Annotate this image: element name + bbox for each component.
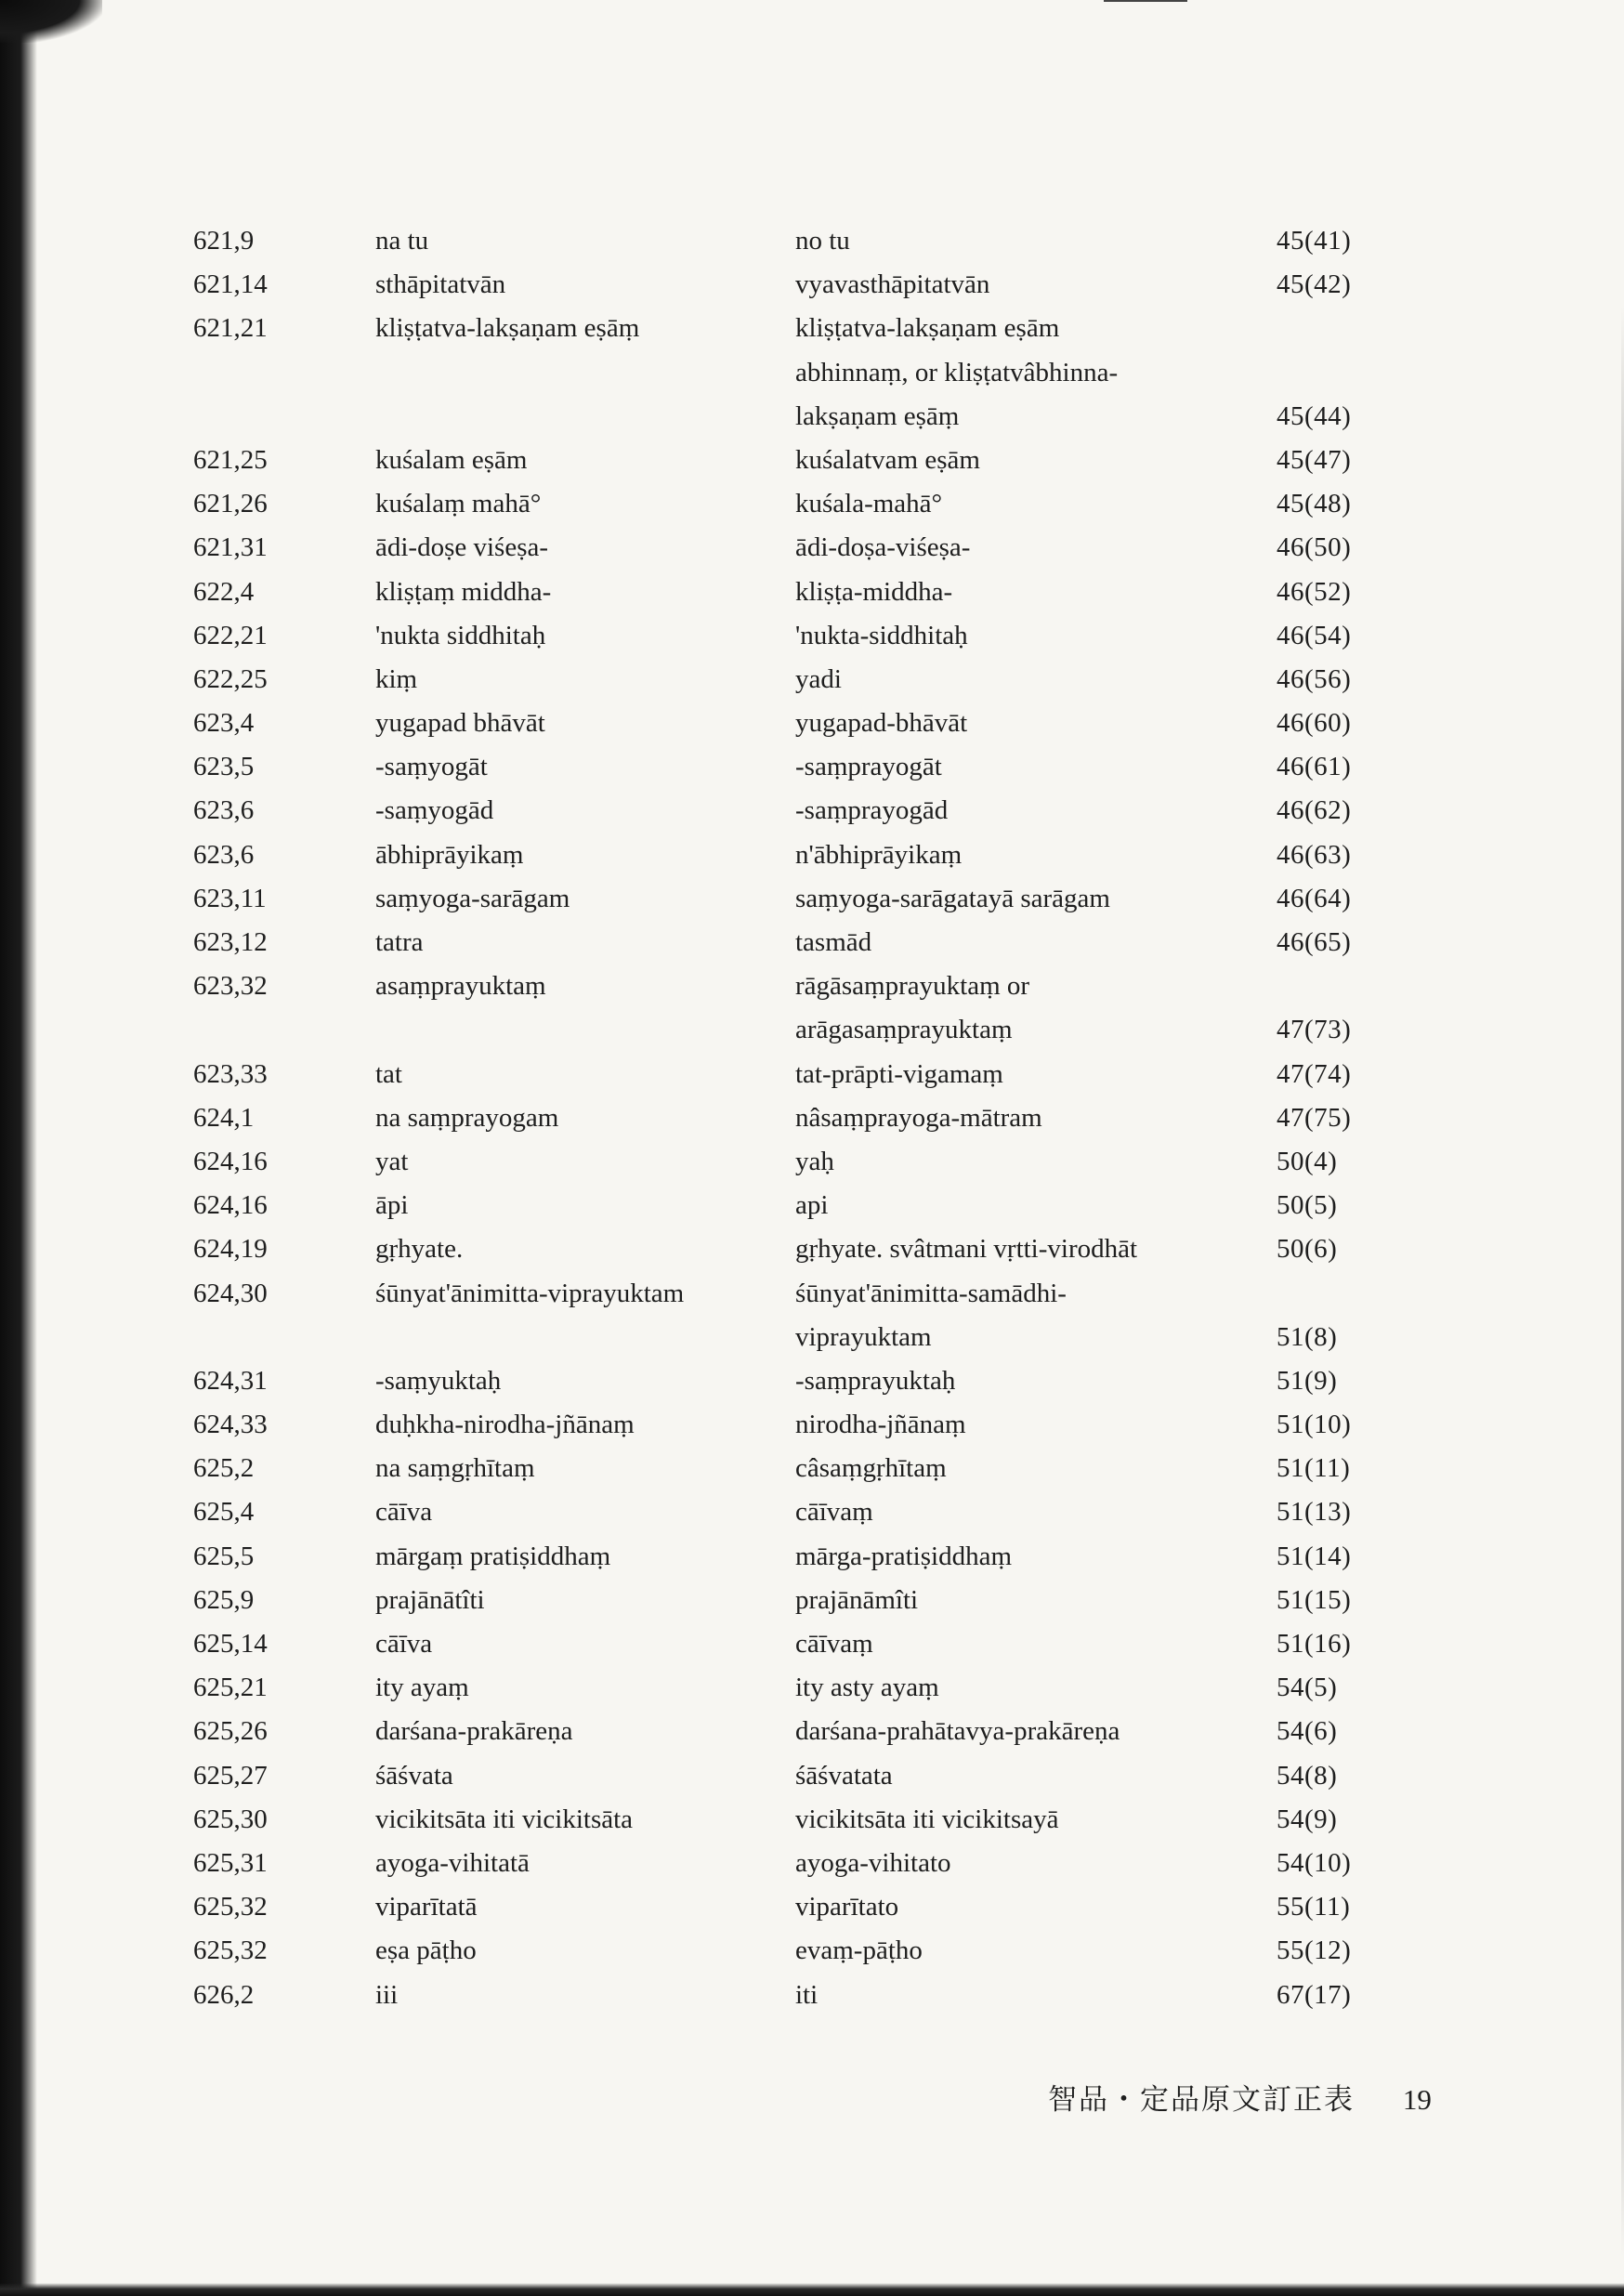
original-reading-cell: prajānātîti [375, 1584, 485, 1615]
page-footer [1048, 2076, 1432, 2118]
scan-corner-shadow [0, 0, 102, 43]
table-row [193, 482, 1429, 526]
location-cell: 623,32 [193, 971, 268, 1002]
table-row [193, 1490, 1429, 1534]
corrected-reading-cell: vyavasthāpitatvān [795, 269, 990, 300]
page-number: 19 [1402, 2083, 1432, 2116]
corrected-reading-cell: câsaṃgṛhītaṃ [795, 1453, 947, 1484]
corrected-reading-cell: ity asty ayaṃ [795, 1673, 939, 1703]
table-row [193, 1140, 1429, 1184]
original-reading-cell: -saṃyuktaḥ [375, 1365, 502, 1396]
reference-cell: 54(9) [1277, 1804, 1338, 1834]
location-cell: 625,14 [193, 1629, 268, 1659]
table-row [193, 1403, 1429, 1447]
reference-cell: 46(60) [1277, 708, 1352, 739]
reference-cell: 51(9) [1277, 1365, 1338, 1396]
table-row [193, 219, 1429, 263]
table-row [193, 964, 1429, 1008]
reference-cell: 46(52) [1277, 576, 1352, 607]
original-reading-cell: duḥkha-nirodha-jñānaṃ [375, 1410, 635, 1440]
original-reading-cell: saṃyoga-sarāgam [375, 883, 570, 913]
location-cell: 623,12 [193, 927, 268, 957]
original-reading-cell: āpi [375, 1190, 409, 1221]
table-row [193, 1359, 1429, 1403]
original-reading-cell: kliṣṭatva-lakṣaṇam eṣāṃ [375, 313, 640, 344]
location-cell: 622,21 [193, 620, 268, 650]
reference-cell: 55(12) [1277, 1935, 1352, 1966]
table-row [193, 1754, 1429, 1798]
table-row [193, 526, 1429, 570]
reference-cell: 51(8) [1277, 1321, 1338, 1352]
original-reading-cell: na saṃgṛhītaṃ [375, 1453, 535, 1484]
location-cell: 625,5 [193, 1541, 255, 1571]
table-row [193, 1535, 1429, 1579]
table-row [193, 1842, 1429, 1885]
location-cell: 624,19 [193, 1234, 268, 1265]
table-row [193, 1227, 1429, 1271]
table-row [193, 1666, 1429, 1710]
table-row [193, 439, 1429, 482]
reference-cell: 46(56) [1277, 663, 1352, 694]
table-row [193, 395, 1429, 439]
corrected-reading-cell: nâsaṃprayoga-mātram [795, 1102, 1042, 1133]
original-reading-cell: śāśvata [375, 1760, 453, 1791]
corrected-reading-cell: tasmād [795, 927, 872, 957]
table-row [193, 921, 1429, 964]
corrected-reading-cell: evaṃ-pāṭho [795, 1935, 923, 1966]
corrected-reading-cell: lakṣaṇam eṣāṃ [795, 400, 960, 431]
corrected-reading-cell: śūnyat'ānimitta-samādhi- [795, 1278, 1067, 1308]
table-row [193, 789, 1429, 833]
location-cell: 621,21 [193, 313, 268, 344]
location-cell: 624,16 [193, 1190, 268, 1221]
table-row [193, 263, 1429, 307]
table-row [193, 1272, 1429, 1316]
reference-cell: 45(47) [1277, 444, 1352, 475]
original-reading-cell: yugapad bhāvāt [375, 708, 545, 739]
location-cell: 623,6 [193, 839, 255, 870]
reference-cell: 51(11) [1277, 1453, 1351, 1484]
corrected-reading-cell: -saṃprayogāt [795, 752, 942, 782]
reference-cell: 47(75) [1277, 1102, 1352, 1133]
location-cell: 623,33 [193, 1058, 268, 1089]
location-cell: 623,6 [193, 795, 255, 826]
reference-cell: 46(65) [1277, 927, 1352, 957]
reference-cell: 50(6) [1277, 1234, 1338, 1265]
table-row [193, 1096, 1429, 1140]
table-row [193, 1929, 1429, 1973]
table-row [193, 1579, 1429, 1622]
reference-cell: 46(54) [1277, 620, 1352, 650]
table-row [193, 1622, 1429, 1666]
location-cell: 623,5 [193, 752, 255, 782]
reference-cell: 46(50) [1277, 532, 1352, 563]
table-row [193, 1053, 1429, 1096]
reference-cell: 46(62) [1277, 795, 1352, 826]
reference-cell: 51(16) [1277, 1629, 1352, 1659]
location-cell: 625,2 [193, 1453, 255, 1484]
original-reading-cell: -saṃyogād [375, 795, 494, 826]
original-reading-cell: yat [375, 1146, 409, 1176]
corrected-reading-cell: yugapad-bhāvāt [795, 708, 968, 739]
corrected-reading-cell: -saṃprayogād [795, 795, 949, 826]
reference-cell: 46(61) [1277, 752, 1352, 782]
reference-cell: 46(63) [1277, 839, 1352, 870]
corrected-reading-cell: cāīvaṃ [795, 1629, 873, 1659]
original-reading-cell: viparītatā [375, 1892, 478, 1922]
corrected-reading-cell: 'nukta-siddhitaḥ [795, 620, 968, 650]
corrected-reading-cell: no tu [795, 226, 850, 256]
original-reading-cell: ābhiprāyikaṃ [375, 839, 524, 870]
scan-bottom-edge [0, 2283, 1624, 2296]
original-reading-cell: cāīva [375, 1497, 433, 1528]
location-cell: 624,1 [193, 1102, 255, 1133]
location-cell: 621,14 [193, 269, 268, 300]
corrected-reading-cell: prajānāmîti [795, 1584, 919, 1615]
original-reading-cell: sthāpitatvān [375, 269, 506, 300]
original-reading-cell: -saṃyogāt [375, 752, 488, 782]
location-cell: 624,16 [193, 1146, 268, 1176]
corrected-reading-cell: gṛhyate. svâtmani vṛtti-virodhāt [795, 1234, 1138, 1265]
original-reading-cell: darśana-prakāreṇa [375, 1716, 573, 1747]
location-cell: 624,30 [193, 1278, 268, 1308]
corrected-reading-cell: viparītato [795, 1892, 899, 1922]
reference-cell: 51(13) [1277, 1497, 1352, 1528]
corrected-reading-cell: arāgasaṃprayuktaṃ [795, 1015, 1013, 1045]
original-reading-cell: eṣa pāṭho [375, 1935, 477, 1966]
location-cell: 625,9 [193, 1584, 255, 1615]
reference-cell: 51(14) [1277, 1541, 1352, 1571]
table-row [193, 307, 1429, 350]
original-reading-cell: iii [375, 1979, 399, 2010]
location-cell: 621,25 [193, 444, 268, 475]
table-row [193, 877, 1429, 921]
table-row [193, 571, 1429, 614]
location-cell: 625,26 [193, 1716, 268, 1747]
reference-cell: 45(42) [1277, 269, 1352, 300]
table-row [193, 1798, 1429, 1842]
location-cell: 623,4 [193, 708, 255, 739]
table-row [193, 1184, 1429, 1227]
location-cell: 626,2 [193, 1979, 255, 2010]
original-reading-cell: vicikitsāta iti vicikitsāta [375, 1804, 634, 1834]
reference-cell: 47(73) [1277, 1015, 1352, 1045]
reference-cell: 47(74) [1277, 1058, 1352, 1089]
original-reading-cell: cāīva [375, 1629, 433, 1659]
original-reading-cell: kiṃ [375, 663, 418, 694]
corrected-reading-cell: kliṣṭatva-lakṣaṇam eṣām [795, 313, 1060, 344]
original-reading-cell: tat [375, 1058, 402, 1089]
corrected-reading-cell: yadi [795, 663, 842, 694]
corrected-reading-cell: kuśala-mahā° [795, 489, 943, 519]
location-cell: 621,9 [193, 226, 255, 256]
reference-cell: 54(8) [1277, 1760, 1338, 1791]
reference-cell: 45(41) [1277, 226, 1352, 256]
original-reading-cell: gṛhyate. [375, 1234, 464, 1265]
reference-cell: 54(10) [1277, 1847, 1352, 1878]
corrected-reading-cell: iti [795, 1979, 819, 2010]
original-reading-cell: kliṣṭaṃ middha- [375, 576, 552, 607]
original-reading-cell: na saṃprayogam [375, 1102, 559, 1133]
original-reading-cell: śūnyat'ānimitta-viprayuktam [375, 1278, 685, 1308]
reference-cell: 55(11) [1277, 1892, 1351, 1922]
table-row [193, 1710, 1429, 1753]
corrected-reading-cell: mārga-pratiṣiddhaṃ [795, 1541, 1013, 1571]
location-cell: 621,31 [193, 532, 268, 563]
reference-cell: 54(6) [1277, 1716, 1338, 1747]
corrected-reading-cell: kuśalatvam eṣām [795, 444, 980, 475]
table-row [193, 351, 1429, 395]
reference-cell: 51(10) [1277, 1410, 1352, 1440]
running-title: 智品・定品原文訂正表 [1048, 2083, 1355, 2117]
corrected-reading-cell: n'ābhiprāyikaṃ [795, 839, 963, 870]
corrected-reading-cell: saṃyoga-sarāgatayā sarāgam [795, 883, 1110, 913]
location-cell: 625,27 [193, 1760, 268, 1791]
corrected-reading-cell: kliṣṭa-middha- [795, 576, 953, 607]
original-reading-cell: na tu [375, 226, 429, 256]
corrected-reading-cell: darśana-prahātavya-prakāreṇa [795, 1716, 1120, 1747]
original-reading-cell: mārgaṃ pratiṣiddhaṃ [375, 1541, 611, 1571]
original-reading-cell: tatra [375, 927, 424, 957]
corrected-reading-cell: ādi-doṣa-viśeṣa- [795, 532, 971, 563]
reference-cell: 54(5) [1277, 1673, 1338, 1703]
scan-left-edge [0, 0, 37, 2296]
corrected-reading-cell: ayoga-vihitato [795, 1847, 951, 1878]
table-row [193, 1974, 1429, 2017]
location-cell: 623,11 [193, 883, 267, 913]
corrected-reading-cell: śāśvatata [795, 1760, 893, 1791]
corrected-reading-cell: api [795, 1190, 829, 1221]
reference-cell: 51(15) [1277, 1584, 1352, 1615]
location-cell: 624,31 [193, 1365, 268, 1396]
original-reading-cell: 'nukta siddhitaḥ [375, 620, 546, 650]
original-reading-cell: kuśalam eṣām [375, 444, 528, 475]
location-cell: 624,33 [193, 1410, 268, 1440]
reference-cell: 46(64) [1277, 883, 1352, 913]
table-row [193, 1316, 1429, 1359]
corrected-reading-cell: tat-prāpti-vigamaṃ [795, 1058, 1003, 1089]
original-reading-cell: asaṃprayuktaṃ [375, 971, 546, 1002]
corrected-reading-cell: -saṃprayuktaḥ [795, 1365, 956, 1396]
location-cell: 625,4 [193, 1497, 255, 1528]
location-cell: 621,26 [193, 489, 268, 519]
reference-cell: 45(44) [1277, 400, 1352, 431]
reference-cell: 67(17) [1277, 1979, 1352, 2010]
original-reading-cell: ayoga-vihitatā [375, 1847, 530, 1878]
corrected-reading-cell: nirodha-jñānaṃ [795, 1410, 966, 1440]
table-row [193, 614, 1429, 658]
location-cell: 622,25 [193, 663, 268, 694]
table-row [193, 1008, 1429, 1052]
corrected-reading-cell: cāīvaṃ [795, 1497, 873, 1528]
reference-cell: 50(4) [1277, 1146, 1338, 1176]
location-cell: 625,21 [193, 1673, 268, 1703]
location-cell: 625,32 [193, 1935, 268, 1966]
corrected-reading-cell: viprayuktam [795, 1321, 932, 1352]
location-cell: 625,30 [193, 1804, 268, 1834]
table-row [193, 1885, 1429, 1929]
original-reading-cell: ādi-doṣe viśeṣa- [375, 532, 549, 563]
scan-top-mark [1104, 0, 1187, 2]
location-cell: 625,32 [193, 1892, 268, 1922]
location-cell: 622,4 [193, 576, 255, 607]
table-row [193, 702, 1429, 745]
corrected-reading-cell: vicikitsāta iti vicikitsayā [795, 1804, 1059, 1834]
original-reading-cell: kuśalaṃ mahā° [375, 489, 542, 519]
corrected-reading-cell: rāgāsaṃprayuktaṃ or [795, 971, 1030, 1002]
table-row [193, 745, 1429, 789]
reference-cell: 45(48) [1277, 489, 1352, 519]
table-row [193, 1447, 1429, 1490]
table-row [193, 833, 1429, 877]
table-row [193, 658, 1429, 702]
correction-table [193, 219, 1429, 2017]
reference-cell: 50(5) [1277, 1190, 1338, 1221]
original-reading-cell: ity ayaṃ [375, 1673, 469, 1703]
corrected-reading-cell: yaḥ [795, 1146, 834, 1176]
location-cell: 625,31 [193, 1847, 268, 1878]
corrected-reading-cell: abhinnaṃ, or kliṣṭatvâbhinna- [795, 357, 1119, 387]
